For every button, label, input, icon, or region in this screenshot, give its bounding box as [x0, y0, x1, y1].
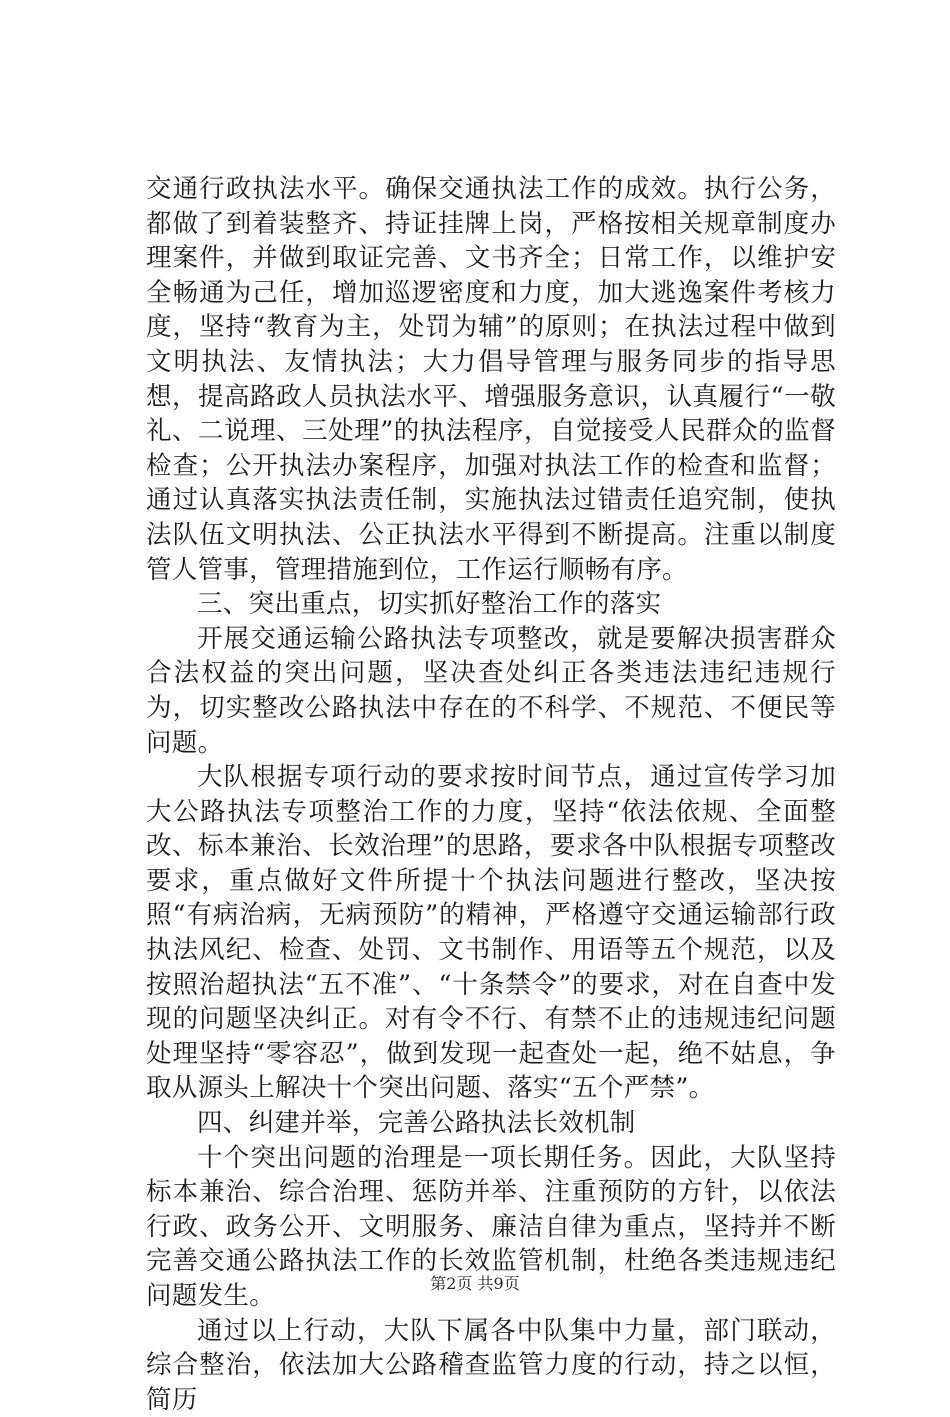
paragraph-continuation: 交通行政执法水平。确保交通执法工作的成效。执行公务，都做了到着装整齐、持证挂牌上岗，严格按相关规章制度办理案件，并做到取证完善、文书齐全；日常工作，以维护安全畅通为己任，增加巡逻密度和力度，加大逃逸案件考核力度，坚持“教育为主，处罚为辅”的原则；在执法过程中做到文明执法、友情执法；大力倡导管理与服务同步的指导思想，提高路政人员执法水平、增强服务意识，认真履行“一敬礼、二说理、三处理”的执法程序，自觉接受人民群众的监督检查；公开执法办案程序，加强对执法工作的检查和监督；通过认真落实执法责任制，实施执法过错责任追究制，使执法队伍文明执法、公正执法水平得到不断提高。注重以制度管人管事，管理措施到位，工作运行顺畅有序。: [146, 174, 836, 585]
paragraph-long-term-mechanism: 十个突出问题的治理是一项长期任务。因此，大队坚持标本兼治、综合治理、惩防并举、注重预防的方针，以依法行政、政务公开、文明服务、廉洁自律为重点，坚持并不断完善交通公路执法工作的长效监管机制，杜绝各类违规违纪问题发生。: [146, 1142, 836, 1311]
paragraph-conclusion: 通过以上行动，大队下属各中队集中力量，部门联动，综合整治，依法加大公路稽查监管力度的行动，持之以恒，简历: [146, 1315, 836, 1415]
page-number-footer: 第2页 共9页: [430, 1274, 520, 1293]
paragraph-rectification-purpose: 开展交通运输公路执法专项整改，就是要解决损害群众合法权益的突出问题，坚决查处纠正各类违法违纪违规行为，切实整改公路执法中存在的不科学、不规范、不便民等问题。: [146, 623, 836, 758]
section-heading-3: 三、突出重点，切实抓好整治工作的落实: [197, 589, 662, 620]
document-body: [146, 172, 836, 1417]
paragraph-brigade-actions: 大队根据专项行动的要求按时间节点，通过宣传学习加大公路执法专项整治工作的力度，坚持“依法依规、全面整改、标本兼治、长效治理”的思路，要求各中队根据专项整改要求，重点做好文件所提十个执法问题进行整改，坚决按照“有病治病，无病预防”的精神，严格遵守交通运输部行政执法风纪、检查、处罚、文书制作、用语等五个规范，以及按照治超执法“五不准”、“十条禁令”的要求，对在自查中发现的问题坚决纠正。对有令不行、有禁不止的违规违纪问题处理坚持“零容忍”，做到发现一起查处一起，绝不姑息，争取从源头上解决十个突出问题、落实“五个严禁”。: [146, 762, 836, 1104]
section-heading-4: 四、纠建并举，完善公路执法长效机制: [197, 1108, 636, 1139]
